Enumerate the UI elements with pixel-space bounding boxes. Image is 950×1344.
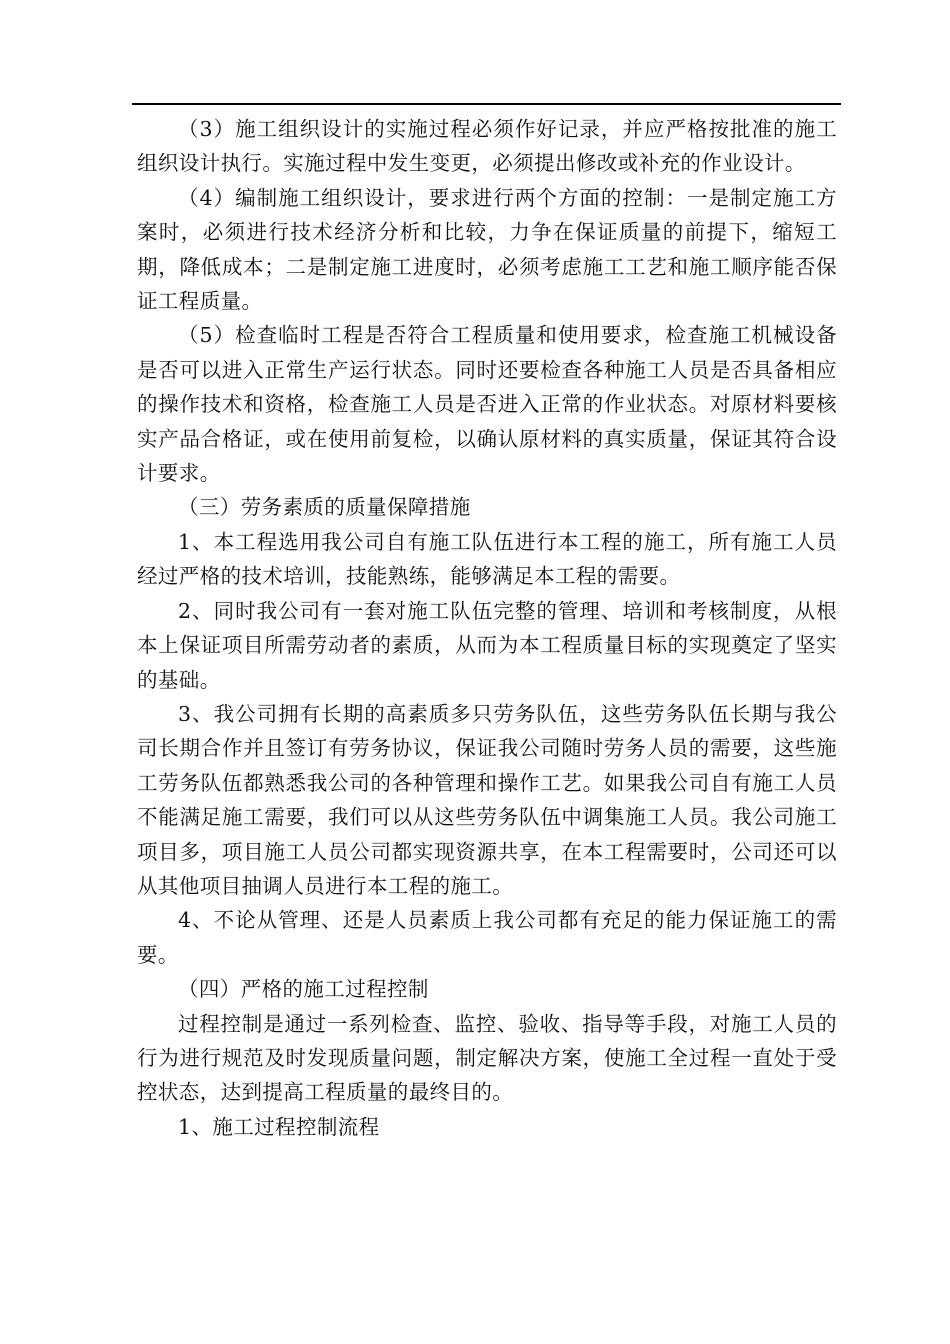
document-body <box>137 112 837 1144</box>
paragraph-labor-3: 3、我公司拥有长期的高素质多只劳务队伍，这些劳务队伍长期与我公司长期合作并且签订有劳务协议，保证我公司随时劳务人员的需要，这些施工劳务队伍都熟悉我公司的各种管理和操作工艺。如果我公司自有施工人员不能满足施工需要，我们可以从这些劳务队伍中调集施工人员。我公司施工项目多，项目施工人员公司都实现资源共享，在本工程需要时，公司还可以从其他项目抽调人员进行本工程的施工。 <box>137 701 837 898</box>
paragraph-labor-2: 2、同时我公司有一套对施工队伍完整的管理、培训和考核制度，从根本上保证项目所需劳动者的素质，从而为本工程质量目标的实现奠定了坚实的基础。 <box>137 598 837 692</box>
paragraph-process-intro: 过程控制是通过一系列检查、监控、验收、指导等手段，对施工人员的行为进行规范及时发现质量问题，制定解决方案，使施工全过程一直处于受控状态，达到提高工程质量的最终目的。 <box>137 1011 837 1105</box>
section-heading-process-control: （四）严格的施工过程控制 <box>178 977 429 1002</box>
paragraph-item-3: （3）施工组织设计的实施过程必须作好记录，并应严格按批准的施工组织设计执行。实施过程中发生变更，必须提出修改或补充的作业设计。 <box>137 117 837 176</box>
section-heading-labor-quality: （三）劳务素质的质量保障措施 <box>178 495 471 520</box>
header-rule <box>132 103 841 105</box>
paragraph-labor-4: 4、不论从管理、还是人员素质上我公司都有充足的能力保证施工的需要。 <box>137 908 837 967</box>
paragraph-labor-1: 1、本工程选用我公司自有施工队伍进行本工程的施工，所有施工人员经过严格的技术培训，技能熟练，能够满足本工程的需要。 <box>137 529 837 589</box>
paragraph-process-flow: 1、施工过程控制流程 <box>178 1114 380 1139</box>
paragraph-item-5: （5）检查临时工程是否符合工程质量和使用要求，检查施工机械设备是否可以进入正常生产运行状态。同时还要检查各种施工人员是否具备相应的操作技术和资格，检查施工人员是否进入正常的作业状态。对原材料要核实产品合格证，或在使用前复检，以确认原材料的真实质量，保证其符合设计要求。 <box>137 323 837 486</box>
paragraph-item-4: （4）编制施工组织设计，要求进行两个方面的控制：一是制定施工方案时，必须进行技术经济分析和比较，力争在保证质量的前提下，缩短工期，降低成本；二是制定施工进度时，必须考虑施工工艺和施工顺序能否保证工程质量。 <box>137 185 837 314</box>
